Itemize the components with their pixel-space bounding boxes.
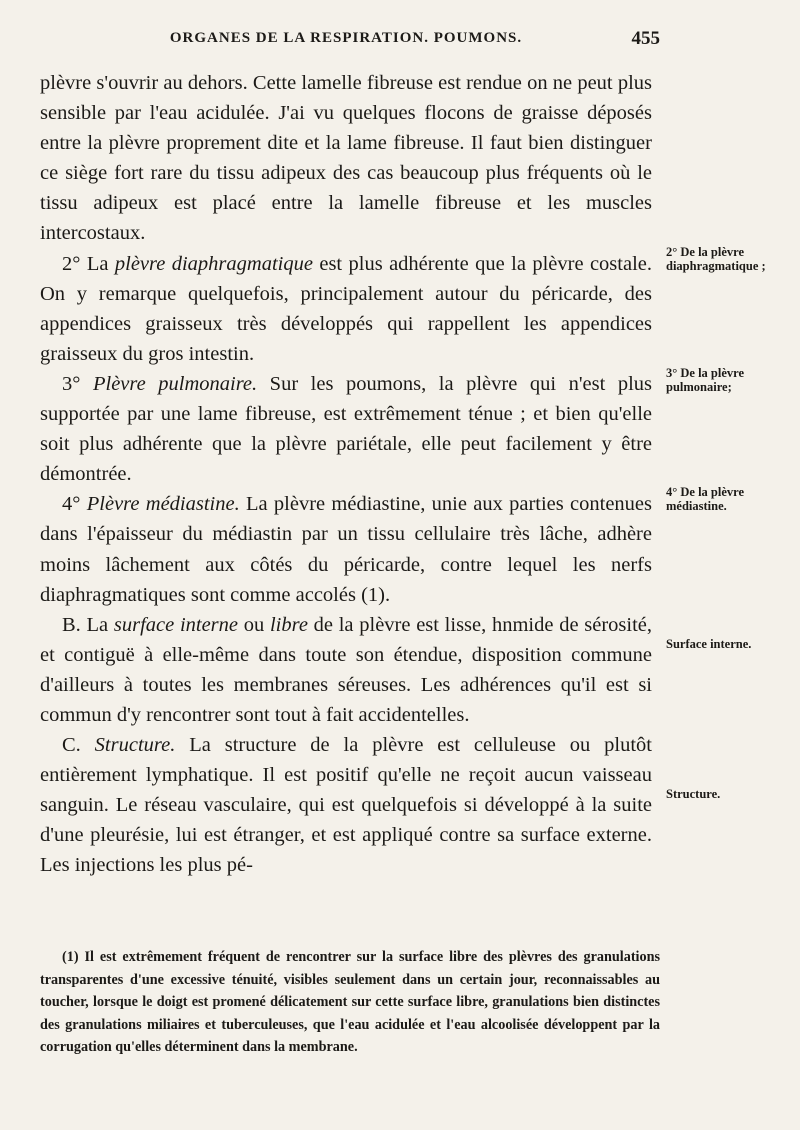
- paragraph-surface-interne: [40, 610, 652, 730]
- margin-note-structure: Structure.: [666, 787, 721, 801]
- paragraph-plevre-diaphragmatique: [40, 249, 652, 369]
- page-number: 455: [631, 28, 660, 49]
- italic-term: Structure.: [94, 734, 176, 757]
- paragraph-text: ou: [238, 613, 270, 636]
- paragraph-number: 2° La: [62, 252, 115, 275]
- italic-term: plèvre diaphragmatique: [114, 252, 313, 275]
- paragraph-text: Sur les poumons, la plèvre qui n'est plus supportée par une lame fibreuse, est extrêmement ténue ; et bien qu'elle soit plus adhérente que la plèvre pariétale, elle peut facilement y être démontrée.: [40, 372, 653, 486]
- paragraph-plevre-pulmonaire: [40, 369, 652, 489]
- main-text: [40, 68, 652, 881]
- paragraph-text: La plèvre médiastine, unie aux parties contenues dans l'épaisseur du médiastin par un tissu cellulaire très lâche, adhère moins lâchement aux côtés du péricarde, contre lequel les nerfs diaphragmatiques sont comme accolés (1).: [40, 493, 653, 606]
- footnote-1: (1) Il est extrêmement fréquent de rencontrer sur la surface libre des plèvres des granulations transparentes d'une excessive ténuité, visibles seulement dans un certain jour, reconnaissables au toucher, lorsque le doigt est promené délicatement sur cette surface libre, granulations bien distinctes des granulations miliaires et tuberculeuses, que l'eau acidulée et l'eau alcoolisée développent par la corrugation qu'elles déterminent dans la membrane.: [40, 949, 660, 1056]
- paragraph-costale-continuation: plèvre s'ouvrir au dehors. Cette lamelle fibreuse est rendue on ne peut plus sensible par l'eau acidulée. J'ai vu quelques flocons de graisse déposés entre la plèvre proprement dite et la lame fibreuse. Il faut bien distinguer ce siège fort rare du tissu adipeux des cas beaucoup plus fréquents où le tissu adipeux est placé entre la lamelle fibreuse et les muscles intercostaux.: [40, 72, 652, 245]
- paragraph-structure: [40, 730, 652, 880]
- italic-term: Plèvre médiastine.: [86, 493, 240, 516]
- italic-term: surface interne: [113, 613, 239, 636]
- paragraph-number: B. La: [62, 613, 114, 636]
- paragraph-plevre-mediastine: [40, 489, 652, 609]
- margin-note-pulmonaire: 3° De la plèvre pulmonaire;: [666, 366, 745, 394]
- paragraph-text: de la plèvre est lisse, hnmide de sérosité, et contiguë à elle-même dans toute son étendue, disposition commune d'ailleurs à toutes les membranes séreuses. Les adhérences qu'il est si commun d'y rencontrer sont tout à fait accidentelles.: [40, 613, 653, 726]
- paragraph-number: C.: [62, 734, 95, 757]
- paragraph-number: 3°: [62, 372, 93, 395]
- italic-term: libre: [269, 613, 308, 636]
- paragraph-number: 4°: [62, 493, 87, 516]
- margin-note-mediastine: 4° De la plèvre médiastine.: [666, 485, 745, 513]
- margin-note-surface-interne: Surface interne.: [666, 637, 752, 651]
- paragraph-text: est plus adhérente que la plèvre costale. On y remarque quelquefois, principalement autour du péricarde, des appendices graisseux très développés qui rappellent les appendices graisseux du gros intestin.: [40, 252, 652, 365]
- margin-note-diaphragmatique: 2° De la plèvre diaphragmatique ;: [666, 245, 766, 273]
- running-title: ORGANES DE LA RESPIRATION. POUMONS.: [169, 30, 523, 46]
- italic-term: Plèvre pulmonaire.: [92, 372, 258, 395]
- footnotes: [40, 946, 660, 1059]
- paragraph-text: La structure de la plèvre est celluleuse ou plutôt entièrement lymphatique. Il est positif qu'elle ne reçoit aucun vaisseau sanguin. Le réseau vasculaire, qui est quelquefois si développé à la suite d'une pleurésie, lui est étranger, et est appliqué contre sa surface externe. Les injections les plus pé-: [40, 734, 652, 877]
